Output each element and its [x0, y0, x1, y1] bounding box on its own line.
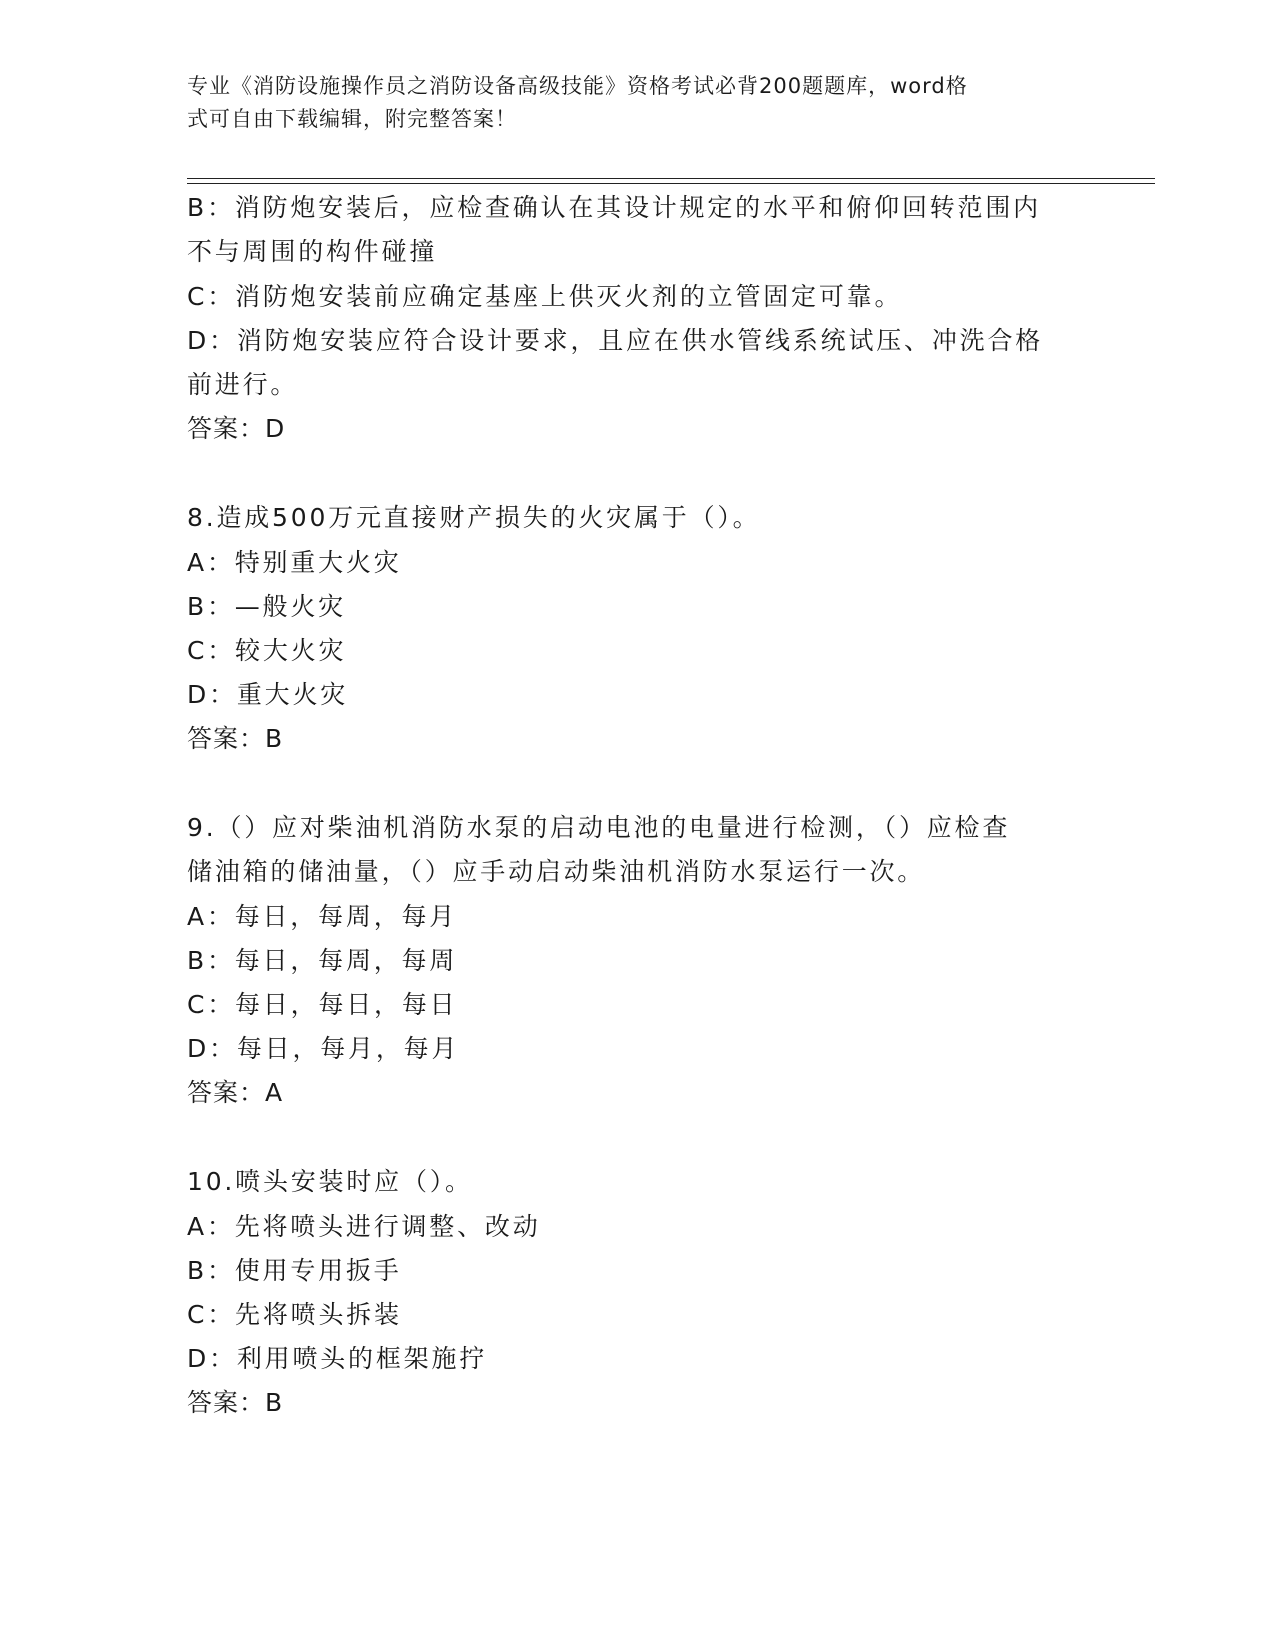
- q7-option-d-line-1: D：消防炮安装应符合设计要求，且应在供水管线系统试压、冲洗合格: [187, 326, 1044, 355]
- q10-option-b: B：使用专用扳手: [187, 1256, 402, 1285]
- header-line-1: 专业《消防设施操作员之消防设备高级技能》资格考试必背200题题库，word格: [187, 74, 968, 98]
- q8-option-b: B：—般火灾: [187, 592, 346, 621]
- q7-answer: 答案：D: [187, 414, 286, 443]
- q9-stem-line-2: 储油箱的储油量，（）应手动启动柴油机消防水泵运行一次。: [187, 857, 926, 886]
- q8-option-d: D：重大火灾: [187, 680, 349, 709]
- q9-option-d: D：每日，每月，每月: [187, 1034, 460, 1063]
- q9-option-b: B：每日，每周，每周: [187, 946, 458, 975]
- q10-option-d: D：利用喷头的框架施拧: [187, 1344, 488, 1373]
- q10-answer: 答案：B: [187, 1388, 284, 1417]
- q7-option-d-line-2: 前进行。: [187, 370, 299, 399]
- document-header: [187, 70, 1077, 136]
- q9-answer: 答案：A: [187, 1078, 284, 1107]
- q7-option-b-line-2: 不与周围的构件碰撞: [187, 237, 438, 266]
- q7-option-b-line-1: B：消防炮安装后，应检查确认在其设计规定的水平和俯仰回转范围内: [187, 193, 1041, 222]
- header-divider-bottom: [187, 183, 1155, 184]
- q10-option-c: C：先将喷头拆装: [187, 1300, 402, 1329]
- header-divider-top: [187, 178, 1155, 179]
- q7-option-c: C：消防炮安装前应确定基座上供灭火剂的立管固定可靠。: [187, 282, 903, 311]
- q8-option-a: A：特别重大火灾: [187, 548, 402, 577]
- q10-option-a: A：先将喷头进行调整、改动: [187, 1212, 541, 1241]
- q8-answer: 答案：B: [187, 724, 284, 753]
- q10-stem: 10.喷头安装时应（）。: [187, 1167, 473, 1196]
- q8-stem: 8.造成500万元直接财产损失的火灾属于（）。: [187, 503, 761, 532]
- q9-option-a: A：每日，每周，每月: [187, 902, 458, 931]
- header-line-2: 式可自由下载编辑，附完整答案！: [187, 107, 517, 131]
- q9-option-c: C：每日，每日，每日: [187, 990, 458, 1019]
- q8-option-c: C：较大火灾: [187, 636, 347, 665]
- q9-stem-line-1: 9.（）应对柴油机消防水泵的启动电池的电量进行检测，（）应检查: [187, 813, 1011, 842]
